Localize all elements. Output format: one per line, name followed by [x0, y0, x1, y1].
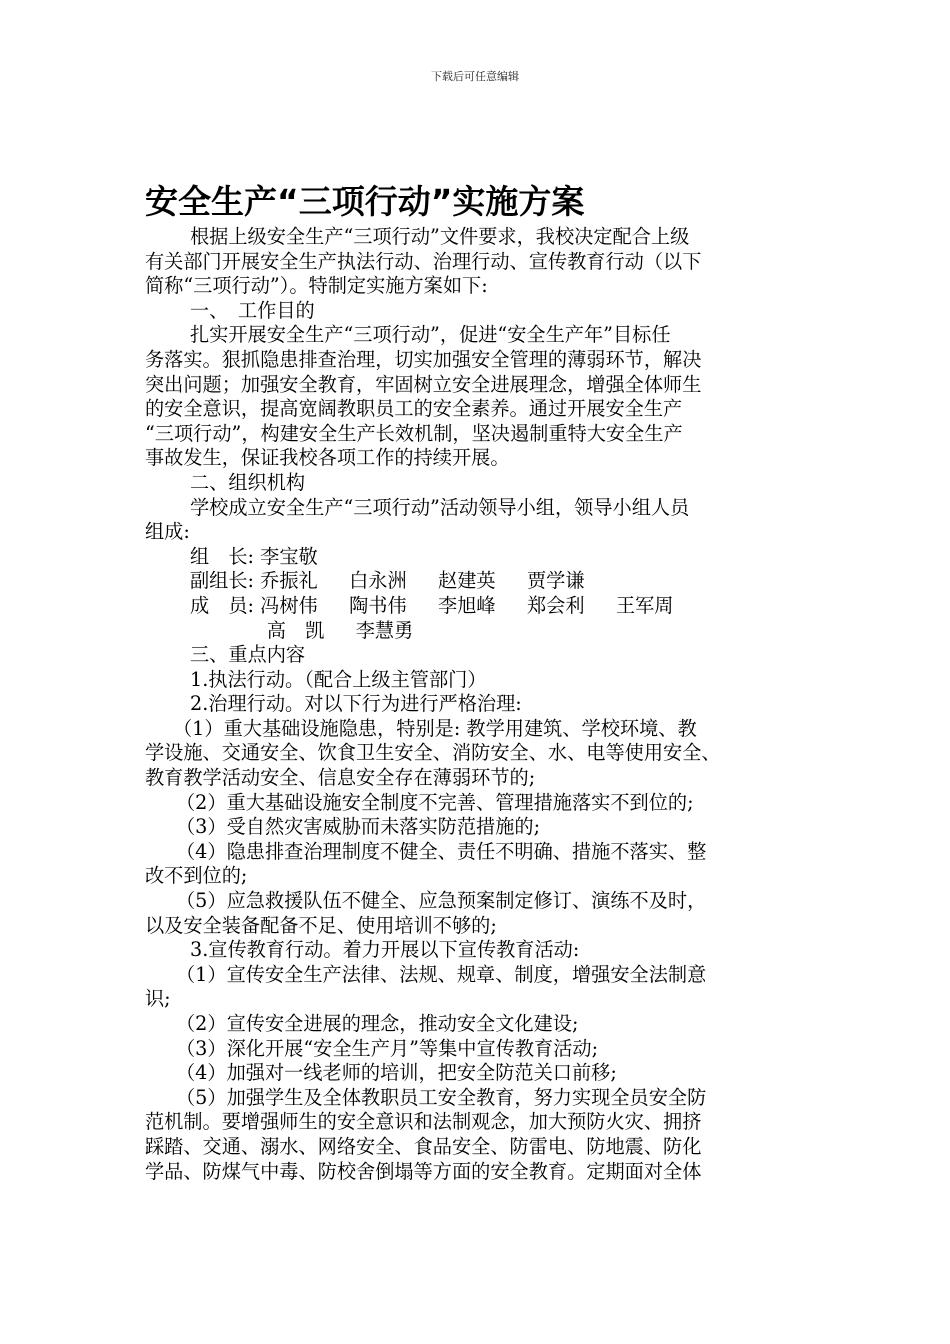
- paragraph-line: 改不到位的;: [145, 864, 248, 888]
- document-title: 安全生产“三项行动”实施方案: [145, 182, 585, 221]
- paragraph-line: 简称“三项行动”）。特制定实施方案如下:: [145, 274, 488, 298]
- list-item: （2）宣传安全进展的理念，推动安全文化建设;: [176, 1012, 579, 1035]
- paragraph-line: 有关部门开展安全生产执法行动、治理行动、宣传教育行动（以下: [145, 249, 702, 273]
- member-line: 副组长: 乔振礼 白永洲 赵建英 贾学谦: [190, 569, 585, 593]
- list-item: （2）重大基础设施安全制度不完善、管理措施落实不到位的;: [176, 790, 694, 814]
- list-item: 3.宣传教育行动。着力开展以下宣传教育活动:: [190, 938, 580, 962]
- list-item: （5）加强学生及全体教职员工安全教育，努力实现全员安全防: [176, 1085, 707, 1109]
- paragraph-line: 突出问题；加强安全教育，牢固树立安全进展理念，增强全体师生: [145, 372, 702, 396]
- list-item: （4）隐患排查治理制度不健全、责任不明确、措施不落实、整: [176, 839, 707, 863]
- paragraph-line: 教育教学活动安全、信息安全存在薄弱环节的;: [145, 766, 536, 790]
- paragraph-line: 踩踏、交通、溺水、网络安全、食品安全、防雷电、防地震、防化: [145, 1134, 702, 1158]
- paragraph-line: 学品、防煤气中毒、防校舍倒塌等方面的安全教育。定期面对全体: [145, 1159, 702, 1183]
- paragraph-line: 根据上级安全生产“三项行动”文件要求，我校决定配合上级: [190, 225, 690, 248]
- paragraph-line: 学设施、交通安全、饮食卫生安全、消防安全、水、电等使用安全、: [145, 741, 721, 765]
- list-item: 2.治理行动。对以下行为进行严格治理:: [190, 692, 522, 716]
- list-item: 1.执法行动。（配合上级主管部门）: [190, 667, 487, 691]
- member-line: 组 长: 李宝敬: [190, 544, 318, 568]
- member-line: 高 凯 李慧勇: [190, 618, 414, 642]
- paragraph-line: 务落实。狠抓隐患排查治理，切实加强安全管理的薄弱环节，解决: [145, 347, 702, 371]
- paragraph-line: 以及安全装备配备不足、使用培训不够的;: [145, 913, 497, 937]
- list-item: （3）受自然灾害威胁而未落实防范措施的;: [176, 815, 541, 839]
- list-item: （1）重大基础设施隐患，特别是: 教学用建筑、学校环境、教: [173, 716, 697, 740]
- section-heading: 三、重点内容: [190, 643, 306, 667]
- paragraph-line: 的安全意识，提高宽阔教职员工的安全素养。通过开展安全生产: [145, 397, 683, 421]
- list-item: （3）深化开展“安全生产月”等集中宣传教育活动;: [176, 1036, 599, 1060]
- list-item: （5）应急救援队伍不健全、应急预案制定修订、演练不及时，: [176, 889, 707, 913]
- paragraph-line: 事故发生，保证我校各项工作的持续开展。: [145, 446, 510, 470]
- paragraph-line: 学校成立安全生产“三项行动”活动领导小组，领导小组人员: [190, 495, 690, 519]
- section-heading: 一、 工作目的: [190, 298, 315, 322]
- paragraph-line: 扎实开展安全生产“三项行动”，促进“安全生产年”目标任: [190, 323, 671, 347]
- paragraph-line: 组成:: [145, 520, 190, 544]
- section-heading: 二、组织机构: [190, 470, 306, 494]
- member-line: 成 员: 冯树伟 陶书伟 李旭峰 郑会利 王军周: [190, 593, 674, 617]
- paragraph-line: 范机制。要增强师生的安全意识和法制观念，加大预防火灾、拥挤: [145, 1110, 702, 1134]
- list-item: （4）加强对一线老师的培训，把安全防范关口前移;: [176, 1061, 617, 1085]
- document-body: [145, 225, 815, 1184]
- paragraph-line: 识;: [145, 987, 171, 1011]
- list-item: （1）宣传安全生产法律、法规、规章、制度，增强安全法制意: [176, 962, 707, 986]
- paragraph-line: “三项行动”，构建安全生产长效机制，坚决遏制重特大安全生产: [145, 421, 683, 445]
- page-header: 下载后可任意编辑: [431, 70, 519, 83]
